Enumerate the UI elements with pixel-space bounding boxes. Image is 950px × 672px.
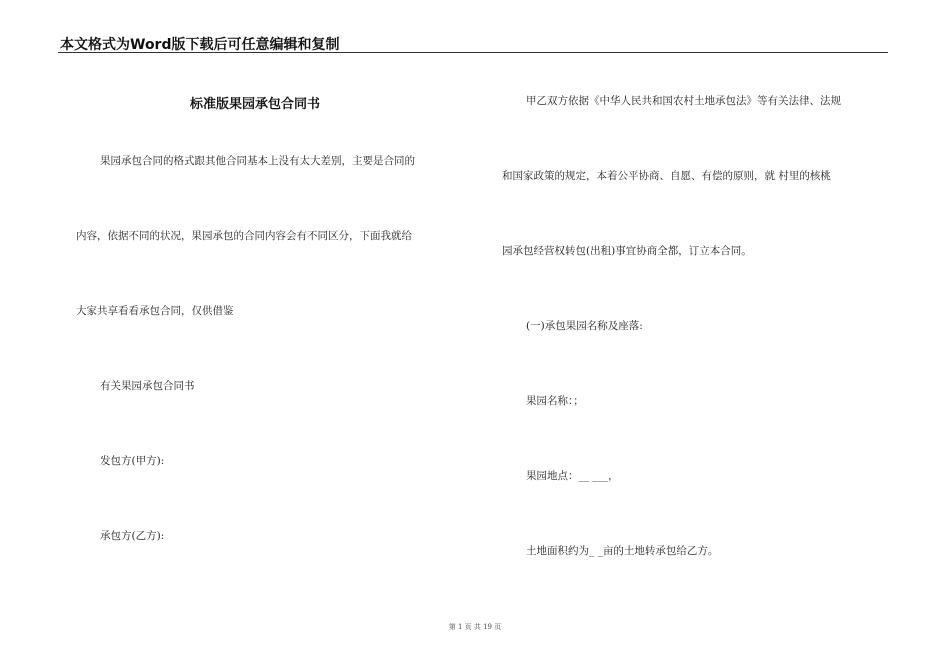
paragraph-line: 甲乙双方依据《中华人民共和国农村土地承包法》等有关法律、法规	[526, 95, 841, 107]
document-title: 标准版果园承包合同书	[190, 97, 321, 112]
paragraph-line: 土地面积约为_ _亩的土地转承包给乙方。	[526, 545, 719, 557]
paragraph-line: 发包方(甲方):	[100, 455, 165, 467]
paragraph-line: (一)承包果园名称及座落:	[526, 320, 643, 332]
paragraph-line: 承包方(乙方):	[100, 530, 165, 542]
paragraph-line: 果园承包合同的格式跟其他合同基本上没有太大差别，主要是合同的	[100, 155, 415, 167]
paragraph-line: 果园名称：；	[526, 395, 584, 407]
paragraph-line: 园承包经营权转包(出租)事宜协商全都，订立本合同。	[502, 245, 752, 257]
header-divider	[58, 52, 888, 53]
paragraph-line: 大家共享看看承包合同，仅供借鉴	[76, 305, 234, 317]
page-number: 第 1 页 共 19 页	[448, 623, 502, 631]
paragraph-line: 有关果园承包合同书	[100, 380, 195, 392]
header-text: 本文格式为Word版下载后可任意编辑和复制	[60, 37, 340, 53]
paragraph-line: 和国家政策的规定，本着公平协商、自愿、有偿的原则，就 村里的核桃	[502, 170, 831, 182]
paragraph-line: 内容，依据不同的状况，果园承包的合同内容会有不同区分，下面我就给	[76, 230, 412, 242]
paragraph-line: 果园地点：__ ___，	[526, 470, 619, 482]
